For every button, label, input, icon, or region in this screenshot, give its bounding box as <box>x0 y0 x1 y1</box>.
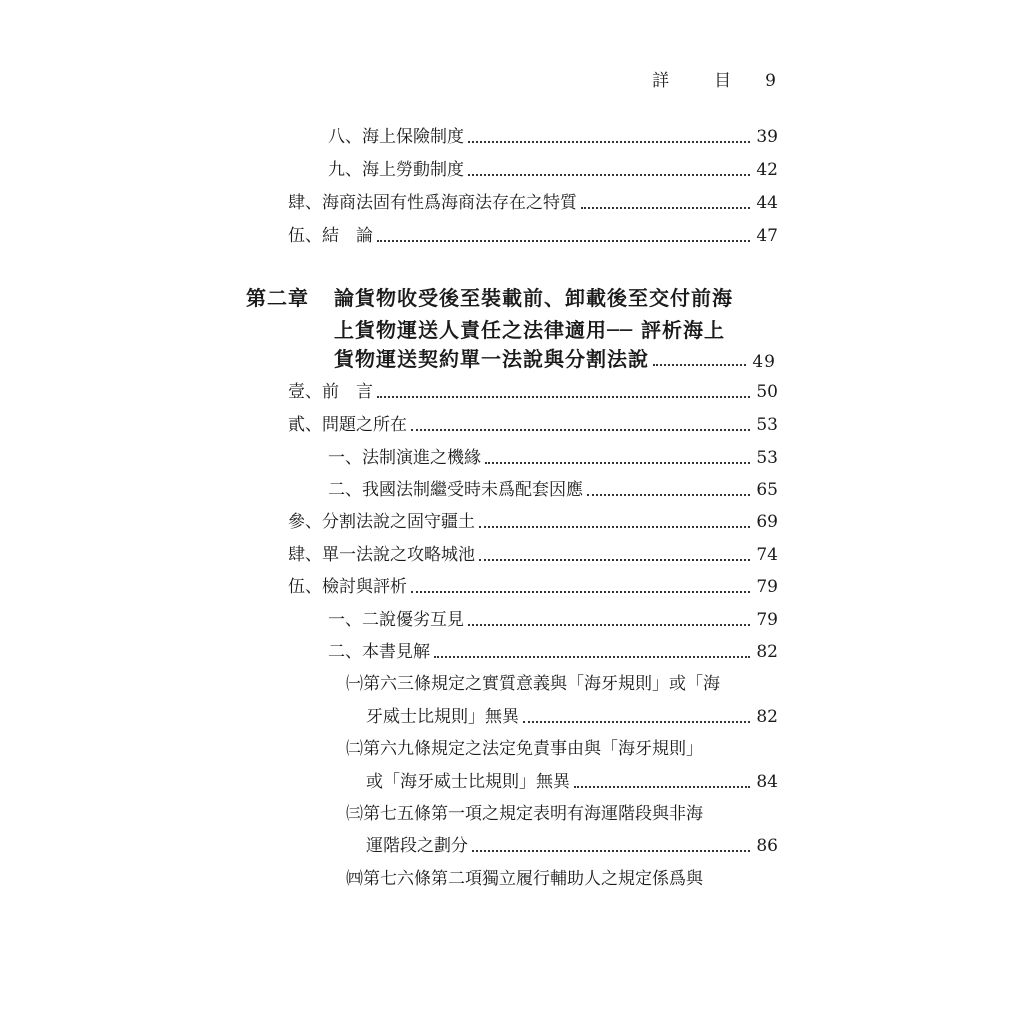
toc-entry <box>288 503 778 533</box>
toc-entry-page: 84 <box>756 772 778 792</box>
toc-entry <box>288 568 778 598</box>
dot-leader <box>377 240 750 242</box>
toc-entry <box>328 118 778 148</box>
toc-entry <box>328 633 778 663</box>
toc-entry-label: 牙威士比規則」無異 <box>366 707 519 727</box>
header-title: 詳 目 <box>652 71 746 91</box>
toc-entry-page: 79 <box>756 610 778 630</box>
toc-entry-page: 79 <box>756 577 778 597</box>
toc-entry-page: 82 <box>756 707 778 727</box>
toc-entry <box>288 184 778 214</box>
dot-leader <box>411 429 750 431</box>
toc-entry-label: 九、海上勞動制度 <box>328 160 464 180</box>
toc-entry <box>328 439 778 469</box>
toc-entry <box>328 601 778 631</box>
toc-entry-label: 運階段之劃分 <box>366 836 468 856</box>
toc-entry-page: 50 <box>756 382 778 402</box>
toc-entry-label: 一、法制演進之機緣 <box>328 448 481 468</box>
running-header <box>652 66 778 91</box>
toc-entry-page: 74 <box>756 545 778 565</box>
toc-entry-label: 肆、單一法說之攻略城池 <box>288 545 475 565</box>
chapter-title-line: 貨物運送契約單一法說與分割法說 <box>334 347 649 371</box>
toc-entry-label: 貳、問題之所在 <box>288 415 407 435</box>
toc-subentry-line: ㈣第七六條第二項獨立履行輔助人之規定係爲與 <box>346 869 703 889</box>
chapter-title-line: 上貨物運送人責任之法律適用── 評析海上 <box>334 318 726 342</box>
toc-entry-page: 53 <box>756 448 778 468</box>
chapter-title-line: 論貨物收受後至裝載前、卸載後至交付前海 <box>334 286 733 310</box>
toc-entry-label: 參、分割法說之固守疆土 <box>288 512 475 532</box>
toc-entry <box>288 406 778 436</box>
dot-leader <box>411 591 750 593</box>
toc-entry <box>328 471 778 501</box>
toc-entry-label: 肆、海商法固有性爲海商法存在之特質 <box>288 193 577 213</box>
toc-entry-page: 69 <box>756 512 778 532</box>
dot-leader <box>587 494 750 496</box>
toc-entry <box>288 373 778 403</box>
dot-leader <box>468 174 750 176</box>
dot-leader <box>523 721 750 723</box>
toc-entry-label: 伍、結 論 <box>288 226 373 246</box>
toc-entry-page: 53 <box>756 415 778 435</box>
toc-subentry-line: ㈡第六九條規定之法定免責事由與「海牙規則」 <box>346 739 703 759</box>
dot-leader <box>581 207 750 209</box>
chapter-number: 第二章 <box>246 286 309 310</box>
dot-leader <box>485 462 750 464</box>
dot-leader <box>472 850 750 852</box>
dot-leader <box>479 559 750 561</box>
toc-entry-page: 47 <box>756 226 778 246</box>
dot-leader <box>468 141 750 143</box>
toc-entry-page: 39 <box>756 127 778 147</box>
toc-entry-label: 壹、前 言 <box>288 382 373 402</box>
toc-entry-label: 二、我國法制繼受時未爲配套因應 <box>328 480 583 500</box>
toc-entry-label: 一、二說優劣互見 <box>328 610 464 630</box>
dot-leader <box>434 656 750 658</box>
dot-leader <box>468 624 750 626</box>
chapter-title-last-line <box>334 343 776 372</box>
toc-subentry-line: ㈢第七五條第一項之規定表明有海運階段與非海 <box>346 804 703 824</box>
toc-entry-label: 或「海牙威士比規則」無異 <box>366 772 570 792</box>
toc-entry-label: 二、本書見解 <box>328 642 430 662</box>
toc-subentry <box>366 698 778 728</box>
toc-entry-label: 伍、檢討與評析 <box>288 577 407 597</box>
toc-entry-page: 42 <box>756 160 778 180</box>
toc-subentry-line: ㈠第六三條規定之實質意義與「海牙規則」或「海 <box>346 674 720 694</box>
dot-leader <box>653 364 746 366</box>
chapter-page: 49 <box>752 352 776 372</box>
toc-entry <box>328 151 778 181</box>
toc-entry <box>288 217 778 247</box>
toc-subentry <box>366 763 778 793</box>
toc-entry-page: 82 <box>756 642 778 662</box>
header-page-number: 9 <box>765 71 778 91</box>
toc-entry-page: 44 <box>756 193 778 213</box>
toc-entry <box>288 536 778 566</box>
toc-entry-page: 65 <box>756 480 778 500</box>
dot-leader <box>377 396 750 398</box>
dot-leader <box>479 526 750 528</box>
toc-entry-page: 86 <box>756 836 778 856</box>
dot-leader <box>574 786 750 788</box>
toc-entry-label: 八、海上保險制度 <box>328 127 464 147</box>
toc-subentry <box>366 827 778 857</box>
